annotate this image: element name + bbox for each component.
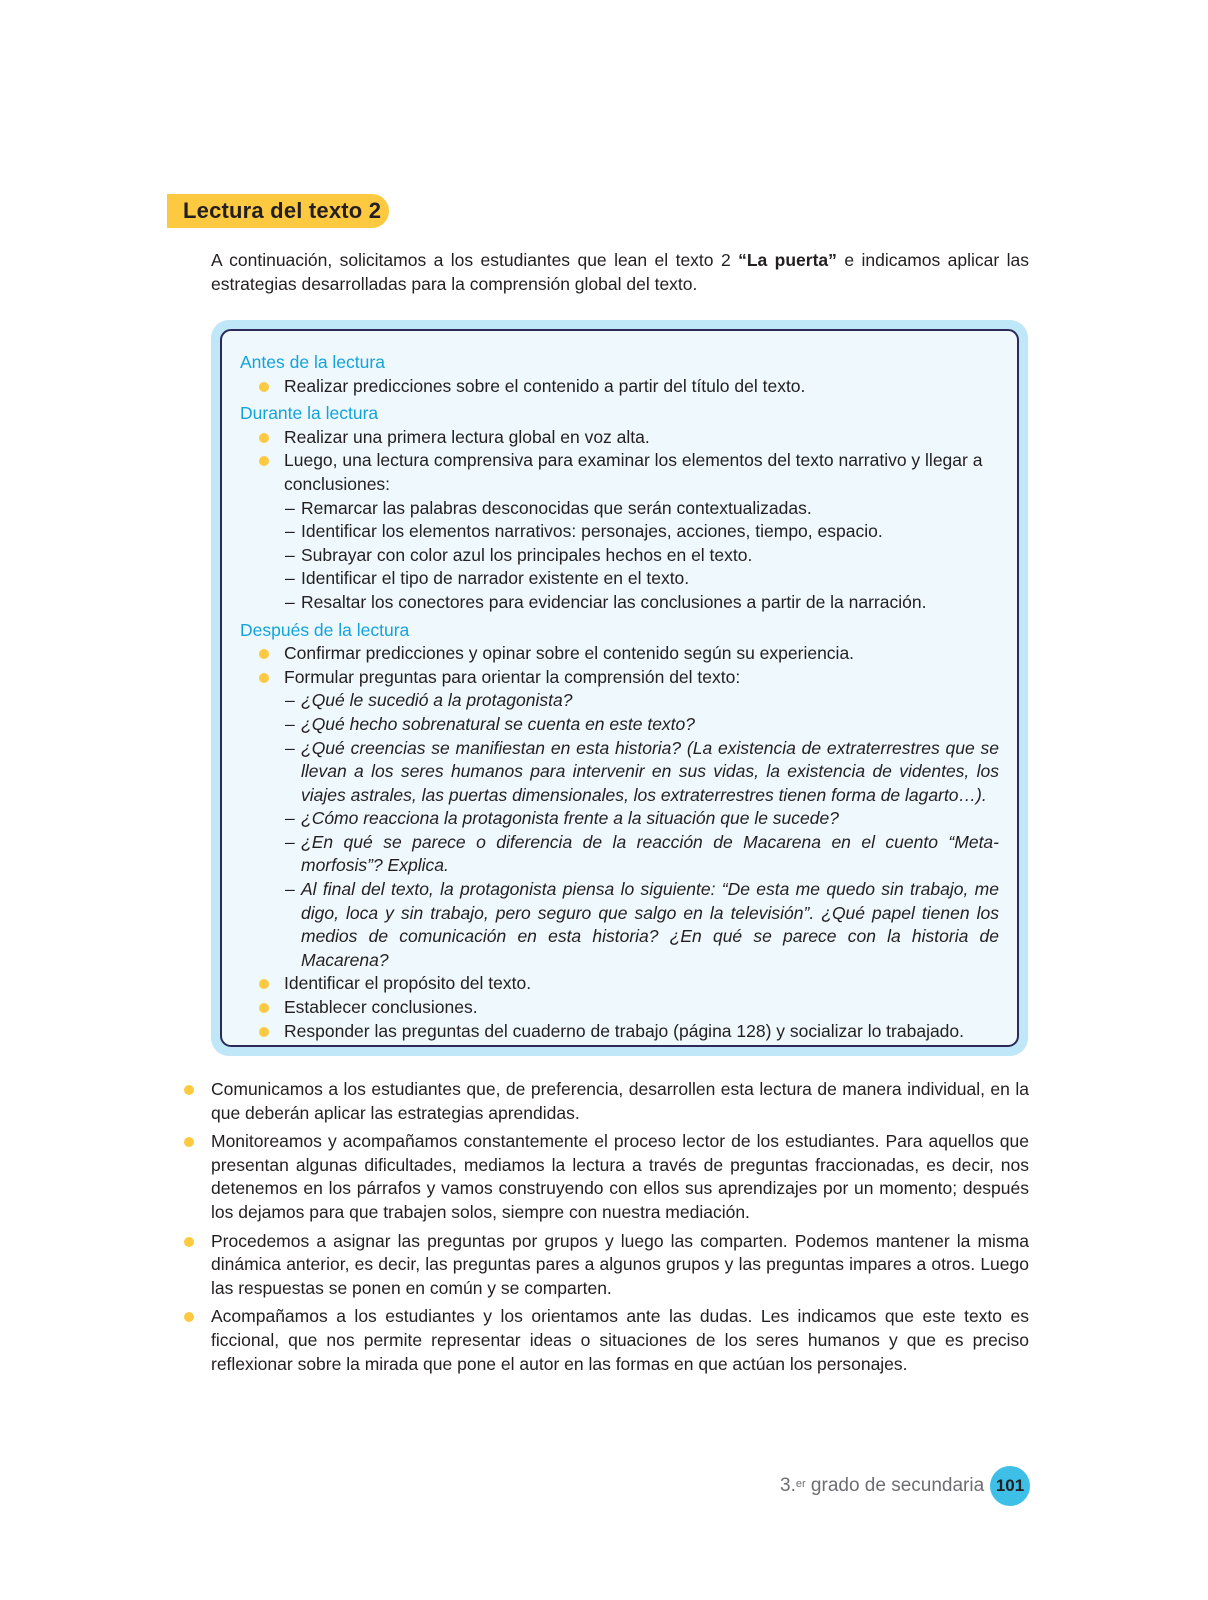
question-text: ¿En qué se parece o diferencia de la reacción de Macarena en el cuento “Meta-morfosis”? Explica.: [301, 831, 999, 876]
list-item: [240, 642, 999, 666]
dash-icon: –: [285, 879, 295, 900]
sub-text: Resaltar los conectores para evidenciar las conclusiones a partir de la narración.: [301, 591, 927, 612]
intro-text-2: e indicamos aplicar las estrategias desarrolladas para la comprensión global del texto.: [211, 250, 1030, 294]
dash-icon: –: [285, 544, 295, 565]
sub-item: [240, 591, 999, 615]
dash-icon: –: [285, 737, 295, 758]
dash-icon: –: [285, 497, 295, 518]
bullet-text: Luego, una lectura comprensiva para examinar los elementos del texto narrativo y llegar a conclusiones:: [284, 450, 983, 494]
heading-antes: Antes de la lectura: [240, 352, 385, 372]
sub-item: [240, 497, 999, 521]
bullet-text: Realizar una primera lectura global en voz alta.: [284, 426, 650, 447]
question-text: ¿Qué creencias se manifiestan en esta historia? (La existencia de extraterrestres que se llevan a los seres humanos para intervenir en sus vidas, la existencia de videntes, los viajes astrales, las puertas dimensionales, los extraterrestres tienen forma de lagarto…).: [301, 737, 999, 805]
list-item: [184, 1078, 1029, 1125]
question-item: [240, 878, 999, 972]
sub-item: [240, 520, 999, 544]
bullet-text: Responder las preguntas del cuaderno de trabajo (página 128) y socializar lo trabajado.: [284, 1020, 965, 1041]
list-item: [240, 375, 999, 399]
section-title: Lectura del texto 2: [183, 198, 382, 223]
sub-item: [240, 567, 999, 591]
bullet-dot-icon: [259, 1003, 269, 1013]
bullet-dot-icon: [184, 1237, 194, 1247]
bullet-dot-icon: [259, 979, 269, 989]
outer-bullet-text: Monitoreamos y acompañamos constantemente el proceso lector de los estudiantes. Para aquellos que presentan algunas dificultades, mediamos la lectura a través de preguntas fraccionadas, es decir, nos detenemos en los párrafos y vamos construyendo con ellos sus aprendizajes por un momento; después los dejamos para que trabajen solos, siempre con nuestra mediación.: [211, 1131, 1029, 1222]
dash-icon: –: [285, 690, 295, 711]
list-item: [240, 972, 999, 996]
bullet-text: Establecer conclusiones.: [284, 997, 478, 1018]
list-item: [240, 666, 999, 690]
list-item: [240, 996, 999, 1020]
bullet-dot-icon: [184, 1312, 194, 1322]
footer-grade: [780, 1475, 984, 1497]
dash-icon: –: [285, 808, 295, 829]
sub-text: Subrayar con color azul los principales hechos en el texto.: [301, 544, 753, 565]
dash-icon: –: [285, 591, 295, 612]
list-item: [240, 1020, 999, 1044]
grade-sup: er: [795, 1478, 806, 1490]
intro-bold-title: “La puerta”: [738, 250, 837, 270]
strategies-box-inner: [220, 329, 1019, 1047]
question-item: [240, 737, 999, 808]
grade-text: grado de secundaria: [805, 1475, 985, 1496]
bullet-text: Identificar el propósito del texto.: [284, 973, 532, 994]
bullet-dot-icon: [259, 456, 269, 466]
intro-text-1: A continuación, solicitamos a los estudiantes que lean el texto 2: [211, 250, 739, 270]
bullet-text: Confirmar predicciones y opinar sobre el contenido según su experiencia.: [284, 643, 855, 664]
question-item: [240, 689, 999, 713]
list-item: [184, 1230, 1029, 1301]
heading-despues: Después de la lectura: [240, 619, 410, 640]
heading-durante: Durante la lectura: [240, 403, 379, 424]
grade-number: 3.: [780, 1475, 796, 1496]
list-item: [240, 426, 999, 450]
question-item: [240, 831, 999, 878]
sub-text: Identificar el tipo de narrador existente en el texto.: [301, 568, 690, 589]
bullet-dot-icon: [184, 1085, 194, 1095]
dash-icon: –: [285, 831, 295, 852]
bullet-dot-icon: [259, 382, 269, 392]
intro-paragraph: [211, 248, 1029, 296]
dash-icon: –: [285, 568, 295, 589]
bullet-text: Formular preguntas para orientar la comprensión del texto:: [284, 666, 741, 687]
outer-bullet-text: Acompañamos a los estudiantes y los orientamos ante las dudas. Les indicamos que este texto es ficcional, que nos permite representar ideas o situaciones de los seres humanos y que es preciso reflexionar sobre la mirada que pone el autor en las formas en que actúan los personajes.: [211, 1306, 1029, 1374]
list-item: [240, 449, 999, 496]
outer-bullet-text: Comunicamos a los estudiantes que, de preferencia, desarrollen esta lectura de manera individual, en la que deberán aplicar las estrategias aprendidas.: [211, 1079, 1029, 1123]
sub-text: Identificar los elementos narrativos: personajes, acciones, tiempo, espacio.: [301, 521, 883, 542]
question-text: Al final del texto, la protagonista piensa lo siguiente: “De esta me quedo sin trabajo, me digo, loca y sin trabajo, pero seguro que salgo en la televisión”. ¿Qué papel tienen los medios de comunicación en esta historia? ¿En qué se parece con la historia de Macarena?: [301, 879, 999, 970]
outer-bullet-text: Procedemos a asignar las preguntas por grupos y luego las comparten. Podemos mantener la misma dinámica anterior, es decir, las preguntas pares a algunos grupos y las preguntas impares a otros. Luego las respuestas se ponen en común y se comparten.: [211, 1230, 1029, 1298]
bullet-dot-icon: [259, 649, 269, 659]
bullet-dot-icon: [259, 673, 269, 683]
list-item: [184, 1130, 1029, 1224]
strategies-box: [211, 320, 1028, 1056]
question-text: ¿Qué le sucedió a la protagonista?: [301, 690, 573, 711]
page-number-badge: 101: [990, 1466, 1030, 1506]
dash-icon: –: [285, 713, 295, 734]
dash-icon: –: [285, 521, 295, 542]
question-text: ¿Qué hecho sobrenatural se cuenta en este texto?: [301, 713, 696, 734]
bullet-text: Realizar predicciones sobre el contenido a partir del título del texto.: [284, 375, 806, 396]
section-tab: [167, 194, 389, 228]
outer-bullet-list: [184, 1078, 1029, 1381]
sub-text: Remarcar las palabras desconocidas que serán contextualizadas.: [301, 497, 812, 518]
bullet-dot-icon: [259, 433, 269, 443]
question-item: [240, 713, 999, 737]
list-item: [184, 1305, 1029, 1376]
question-text: ¿Cómo reacciona la protagonista frente a la situación que le sucede?: [301, 808, 839, 829]
bullet-dot-icon: [259, 1027, 269, 1037]
sub-item: [240, 544, 999, 568]
question-item: [240, 807, 999, 831]
bullet-dot-icon: [184, 1137, 194, 1147]
